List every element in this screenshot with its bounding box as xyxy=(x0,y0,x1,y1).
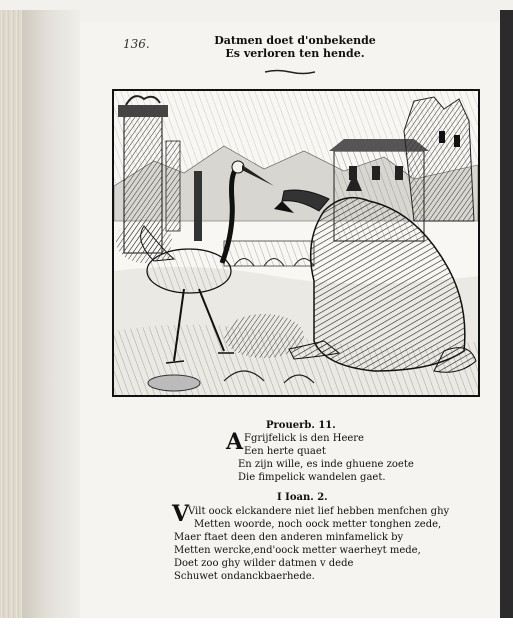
proverb-reference: Prouerb. 11. xyxy=(266,420,336,431)
john-drop-cap: V xyxy=(172,501,190,527)
running-head-line-2: Es verloren ten hende. xyxy=(225,47,365,60)
running-head-line-1: Datmen doet d'onbekende xyxy=(214,34,376,47)
john-line-5: Doet zoo ghy wilder datmen v dede xyxy=(174,558,354,569)
engraving-stork-and-wolf xyxy=(112,89,480,397)
scan-border xyxy=(0,618,513,628)
book-gutter xyxy=(22,10,80,618)
scan-edge xyxy=(500,10,513,618)
ornament-rule xyxy=(265,69,315,75)
john-line-4: Metten wercke,end'oock metter waerheyt mede, xyxy=(174,545,421,556)
john-line-6: Schuwet ondanckbaerhede. xyxy=(174,571,315,582)
proverb-line-3: En zijn wille, es inde ghuene zoete xyxy=(238,459,414,470)
running-head xyxy=(190,34,400,60)
john-line-1: Vilt oock elckandere niet lief hebben menfchen ghy xyxy=(188,506,450,517)
proverb-line-2: Een herte quaet xyxy=(244,446,326,457)
left-page-edges xyxy=(0,10,23,618)
page-number: 136. xyxy=(123,37,150,51)
proverb-drop-cap: A xyxy=(226,429,244,455)
proverb-line-1: Fgrijfelick is den Heere xyxy=(244,433,364,444)
john-reference: I Ioan. 2. xyxy=(277,492,328,503)
john-line-3: Maer ftaet deen den anderen minfamelick by xyxy=(174,532,404,543)
proverb-line-4: Die fimpelick wandelen gaet. xyxy=(238,472,386,483)
john-line-2: Metten woorde, noch oock metter tonghen zede, xyxy=(194,519,442,530)
